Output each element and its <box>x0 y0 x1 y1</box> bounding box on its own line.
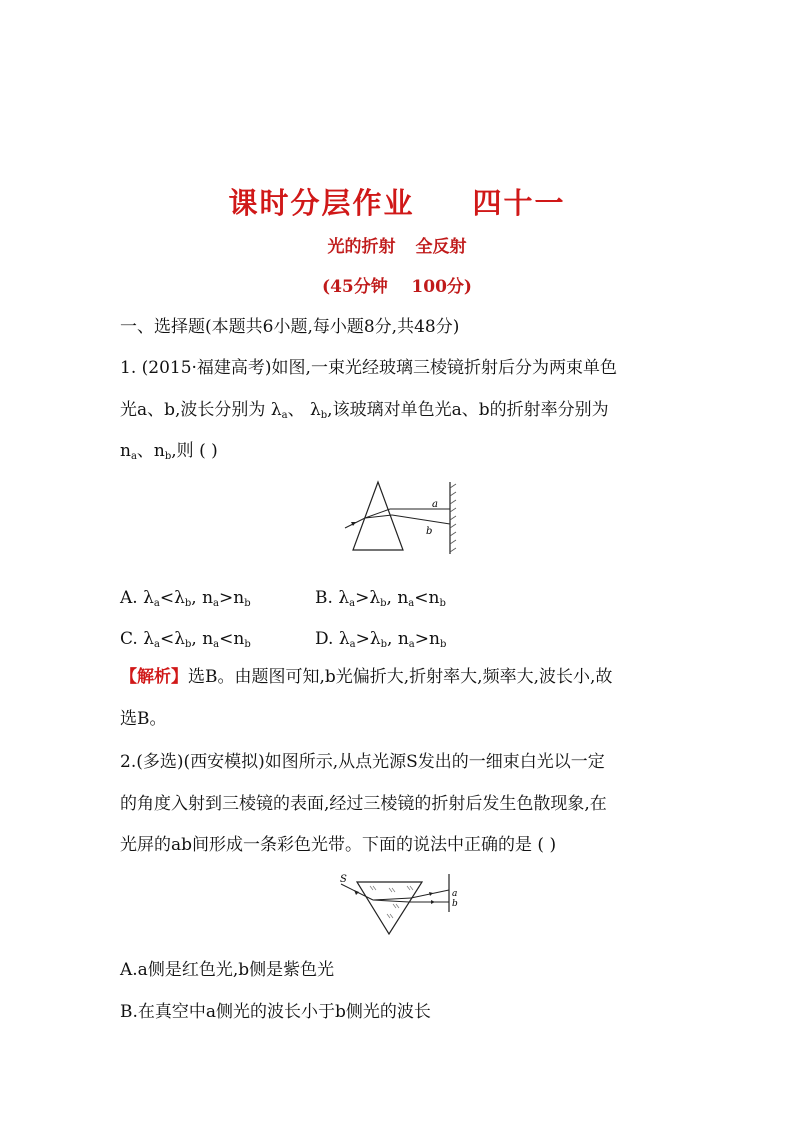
q1-analysis-line2: 选B。 <box>120 709 167 729</box>
q2-stem-line3: 光屏的ab间形成一条彩色光带。下面的说法中正确的是 ( ) <box>120 835 557 855</box>
ray-in-prism-2 <box>373 900 409 902</box>
q1-stem-line3: $n_a$、$n_b$,则 ( ) <box>120 441 218 462</box>
q2-option-a[interactable]: A.a侧是红色光,b侧是紫色光 <box>120 960 335 980</box>
fig2-label-b: b <box>452 899 458 909</box>
fig1-label-a: a <box>432 499 438 510</box>
page-title: 课时分层作业 四十一 <box>228 186 566 220</box>
time-and-score: (45分钟 100分) <box>322 277 472 297</box>
incident-arrow <box>354 890 359 895</box>
q1-option-b[interactable]: B. $\lambda_a>\lambda_b$, $n_a<n_b$ <box>315 588 446 609</box>
ray-in-prism-1 <box>373 898 411 900</box>
q1-stem-line2: 光a、b,波长分别为 $\lambda_a$、 $\lambda_b$,该玻璃对单色光a、b的折射率分别为 <box>120 400 609 421</box>
q1-analysis-line1: 【解析】选B。由题图可知,b光偏折大,折射率大,频率大,波长小,故 <box>120 667 613 687</box>
fig1-label-b: b <box>426 526 433 537</box>
q1-option-d[interactable]: D. $\lambda_a>\lambda_b$, $n_a>n_b$ <box>315 629 447 650</box>
q2-option-b[interactable]: B.在真空中a侧光的波长小于b侧光的波长 <box>120 1002 431 1022</box>
q2-prism-figure <box>337 872 467 940</box>
q1-option-a[interactable]: A. $\lambda_a<\lambda_b$, $n_a>n_b$ <box>120 588 251 609</box>
q2-stem-line2: 的角度入射到三棱镜的表面,经过三棱镜的折射后发生色散现象,在 <box>120 794 607 814</box>
page-subtitle: 光的折射 全反射 <box>327 237 467 257</box>
analysis-tag: 【解析】 <box>120 667 188 687</box>
ray-b <box>392 515 450 524</box>
q2-stem-line1: 2.(多选)(西安模拟)如图所示,从点光源S发出的一细束白光以一定 <box>120 752 605 772</box>
q1-option-c[interactable]: C. $\lambda_a<\lambda_b$, $n_a<n_b$ <box>120 629 251 650</box>
section-heading: 一、选择题(本题共6小题,每小题8分,共48分) <box>120 317 460 337</box>
screen-hatching <box>450 484 456 552</box>
incident-arrow <box>351 522 356 526</box>
fig2-label-s: S <box>340 874 347 885</box>
prism-triangle <box>357 882 422 934</box>
q1-stem-line1: 1. (2015·福建高考)如图,一束光经玻璃三棱镜折射后分为两束单色 <box>120 358 617 378</box>
fig2-label-a: a <box>452 889 458 899</box>
ray-b-arrow <box>431 900 435 904</box>
q1-prism-figure <box>340 478 465 558</box>
